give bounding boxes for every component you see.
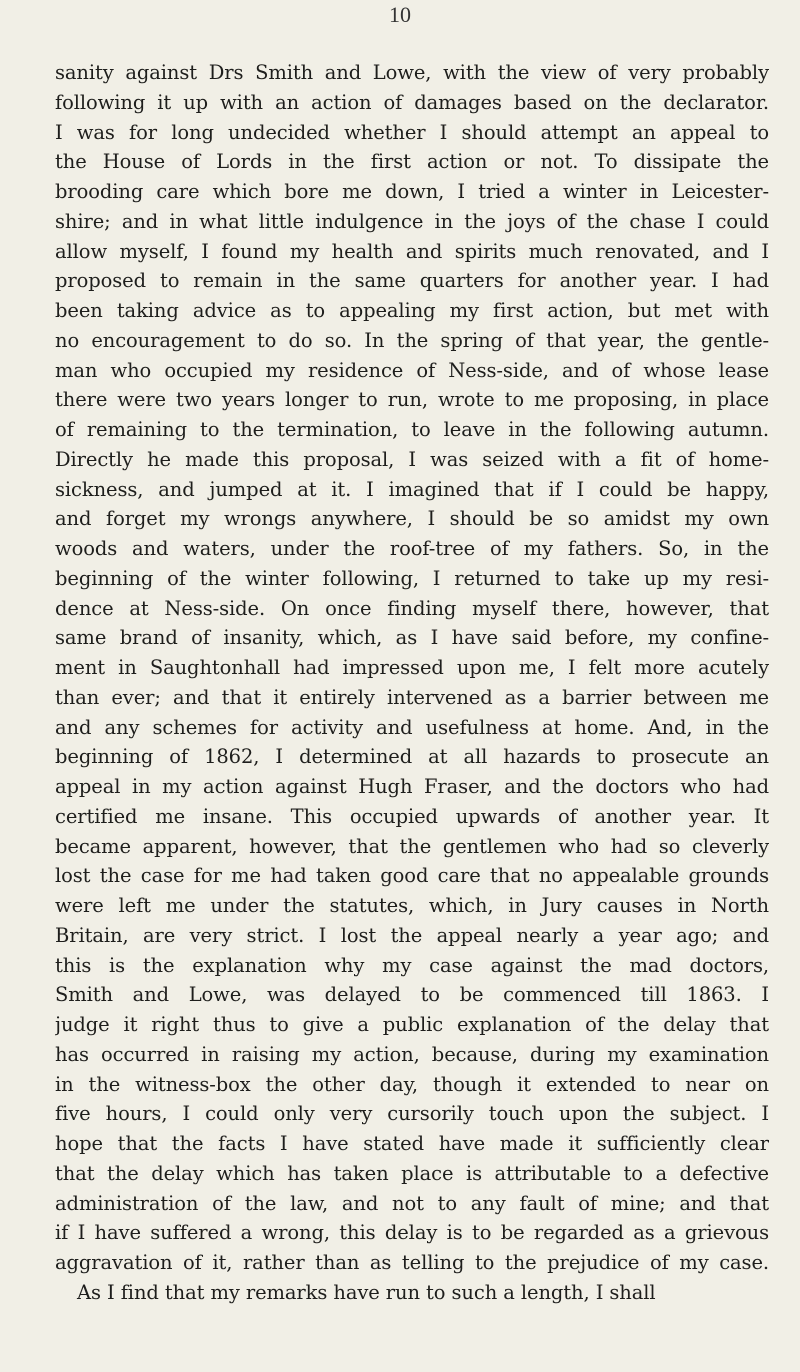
page-number: 10 bbox=[389, 2, 411, 27]
text-line: became apparent, however, that the gentlemen who had so cleverly bbox=[55, 834, 769, 858]
text-line: no encouragement to do so. In the spring of that year, the gentle- bbox=[55, 328, 769, 352]
text-line: following it up with an action of damages based on the declarator. bbox=[55, 90, 769, 114]
text-line: if I have suffered a wrong, this delay is to be regarded as a grievous bbox=[55, 1221, 769, 1245]
body-text bbox=[55, 58, 769, 1308]
text-line: and any schemes for activity and usefulness at home. And, in the bbox=[55, 715, 769, 739]
text-line: Smith and Lowe, was delayed to be commenced till 1863. I bbox=[55, 983, 769, 1007]
text-line: appeal in my action against Hugh Fraser, and the doctors who had bbox=[55, 775, 769, 798]
text-line: were left me under the statutes, which, in Jury causes in North bbox=[55, 894, 769, 917]
text-line: shire; and in what little indulgence in the joys of the chase I could bbox=[55, 209, 769, 233]
text-line: in the witness-box the other day, though it extended to near on bbox=[55, 1072, 769, 1096]
text-line: this is the explanation why my case against the mad doctors, bbox=[55, 953, 769, 977]
text-line: sickness, and jumped at it. I imagined that if I could be happy, bbox=[55, 477, 769, 501]
text-line: hope that the facts I have stated have made it sufficiently clear bbox=[55, 1132, 769, 1155]
text-line: dence at Ness-side. On once finding myself there, however, that bbox=[55, 596, 769, 620]
text-line: allow myself, I found my health and spirits much renovated, and I bbox=[55, 239, 769, 263]
text-line: certified me insane. This occupied upwards of another year. It bbox=[55, 804, 769, 828]
text-line: same brand of insanity, which, as I have said before, my confine- bbox=[55, 626, 769, 650]
text-line: ment in Saughtonhall had impressed upon me, I felt more acutely bbox=[55, 656, 769, 679]
text-line: has occurred in raising my action, because, during my examination bbox=[55, 1042, 769, 1066]
text-line: five hours, I could only very cursorily touch upon the subject. I bbox=[55, 1102, 769, 1126]
text-line: I was for long undecided whether I should attempt an appeal to bbox=[55, 120, 769, 144]
text-line: sanity against Drs Smith and Lowe, with the view of very probably bbox=[55, 61, 769, 84]
text-line: beginning of 1862, I determined at all hazards to prosecute an bbox=[55, 745, 769, 769]
text-line: Britain, are very strict. I lost the appeal nearly a year ago; and bbox=[55, 923, 769, 947]
text-line: Directly he made this proposal, I was seized with a fit of home- bbox=[55, 447, 769, 471]
text-line: that the delay which has taken place is attributable to a defective bbox=[55, 1161, 769, 1185]
text-line: there were two years longer to run, wrote to me proposing, in place bbox=[55, 388, 769, 412]
text-line: judge it right thus to give a public explanation of the delay that bbox=[55, 1013, 769, 1036]
text-line: and forget my wrongs anywhere, I should be so amidst my own bbox=[55, 507, 769, 531]
text-line: woods and waters, under the roof-tree of my fathers. So, in the bbox=[55, 537, 769, 560]
text-line: of remaining to the termination, to leave in the following autumn. bbox=[55, 418, 769, 441]
text-line: As I find that my remarks have run to such a length, I shall bbox=[77, 1280, 656, 1304]
text-line: administration of the law, and not to any fault of mine; and that bbox=[55, 1191, 769, 1215]
text-line: aggravation of it, rather than as telling to the prejudice of my case. bbox=[55, 1251, 769, 1274]
text-line: lost the case for me had taken good care that no appealable grounds bbox=[55, 864, 769, 888]
text-line: the House of Lords in the first action or not. To dissipate the bbox=[55, 150, 769, 174]
text-line: brooding care which bore me down, I tried a winter in Leicester- bbox=[55, 180, 769, 203]
text-line: man who occupied my residence of Ness-side, and of whose lease bbox=[55, 358, 769, 382]
text-line: proposed to remain in the same quarters for another year. I had bbox=[55, 269, 769, 293]
text-line: been taking advice as to appealing my first action, but met with bbox=[55, 299, 769, 322]
text-line: than ever; and that it entirely intervened as a barrier between me bbox=[55, 685, 769, 709]
text-line: beginning of the winter following, I returned to take up my resi- bbox=[55, 566, 769, 590]
